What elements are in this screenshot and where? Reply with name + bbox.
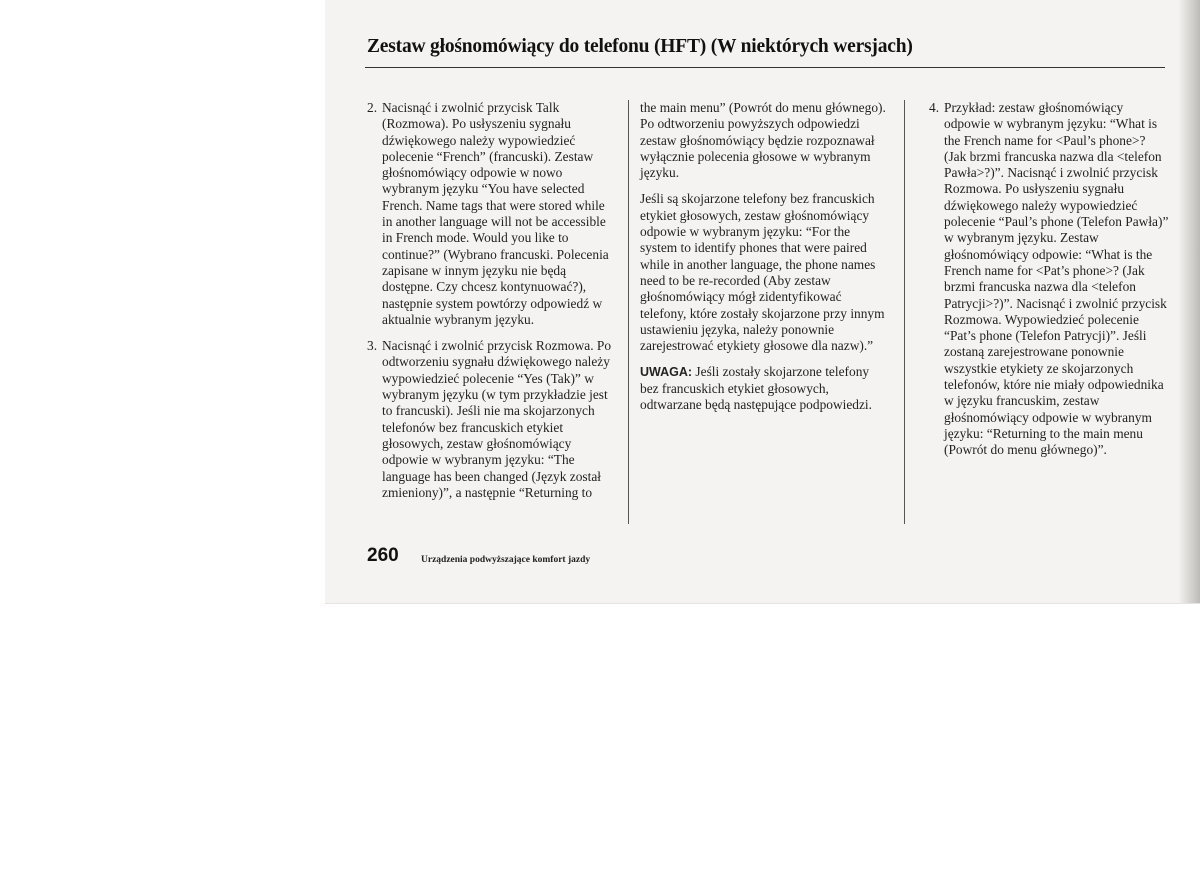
list-item-number: 4. (929, 100, 940, 115)
list-item-text: Przykład: zestaw głośnomówiący odpowie w wybranym języku: “What is the French name for <Paul’s phone>? (Jak brzmi francuska nazwa dla <telefon Pawła>?)”. Nacisnąć i zwolnić przycisk Rozmowa. Po usłyszeniu sygnału dźwiękowego należy wypowiedzieć polecenie “Paul’s phone (Telefon Pawła)” w wybranym języku. Zestaw głośnomówiący odpowie: “What is the French name for <Pat’s phone>? (Jak brzmi francuska nazwa dla <telefon Patrycji>?)”. Nacisnąć i zwolnić przycisk Rozmowa. Wypowiedzieć polecenie “Pat’s phone (Telefon Patrycji)”. Jeśli zostaną zarejestrowane ponownie wszystkie etykiety ze skojarzonych telefonów, które nie miały odpowiednika w języku francuskim, zestaw głośnomówiący odpowie w wybranym języku: “Returning to the main menu (Powrót do menu głównego)”. (944, 100, 1169, 458)
text-column-1 (367, 100, 617, 511)
text-column-3 (929, 100, 1169, 469)
list-item (367, 100, 617, 328)
list-item-text: Nacisnąć i zwolnić przycisk Rozmowa. Po odtworzeniu sygnału dźwiękowego należy wypowiedzieć polecenie “Yes (Tak)” w wybranym języku (w tym przykładzie jest to francuski). Jeśli nie ma skojarzonych telefonów bez francuskich etykiet głosowych, zestaw głośnomówiący odpowie w wybranym języku: “The language has been changed (Język został zmieniony)”, a następnie “Returning to (382, 338, 612, 500)
list-item-number: 3. (367, 338, 378, 354)
column-divider (904, 100, 905, 524)
list-item-number: 2. (367, 100, 378, 115)
column-divider (628, 100, 629, 524)
note-paragraph (640, 364, 890, 413)
list-item (929, 100, 1169, 459)
paragraph: the main menu” (Powrót do menu głównego). Po odtworzeniu powyższych odpowiedzi zestaw głośnomówiący będzie rozpoznawał wyłącznie polecenia głosowe w wybranym języku. (640, 100, 886, 181)
note-text: Jeśli zostały skojarzone telefony bez francuskich etykiet głosowych, odtwarzane będą następujące podpowiedzi. (640, 364, 873, 413)
note-label: UWAGA: (640, 365, 693, 380)
page-title: Zestaw głośnomówiący do telefonu (HFT) (W niektórych wersjach) (367, 36, 913, 57)
list-item (367, 338, 617, 501)
title-divider (365, 67, 1165, 68)
text-column-2 (640, 100, 890, 423)
list-item-text: Nacisnąć i zwolnić przycisk Talk (Rozmowa). Po usłyszeniu sygnału dźwiękowego należy wypowiedzieć polecenie “French” (francuski). Zestaw głośnomówiący odpowie w nowo wybranym języku “You have selected French. Name tags that were stored while in another language will not be accessible in French mode. Would you like to continue?” (Wybrano francuski. Polecenia zapisane w innym języku nie będą dostępne. Czy chcesz kontynuować?), następnie system powtórzy odpowiedź w aktualnie wybranym języku. (382, 100, 609, 327)
paragraph: Jeśli są skojarzone telefony bez francuskich etykiet głosowych, zestaw głośnomówiący odpowie w wybranym języku: “For the system to identify phones that were paired while in another language, the phone names need to be re-recorded (Aby zestaw głośnomówiący mógł zidentyfikować telefony, które zostały skojarzone przy innym ustawieniu języka, należy ponownie zarejestrować etykiety głosowe dla nazw).” (640, 191, 885, 354)
section-name: Urządzenia podwyższające komfort jazdy (421, 555, 591, 565)
page-number: 260 (367, 545, 399, 566)
manual-page (325, 0, 1200, 603)
page-edge-shadow (1178, 0, 1200, 603)
